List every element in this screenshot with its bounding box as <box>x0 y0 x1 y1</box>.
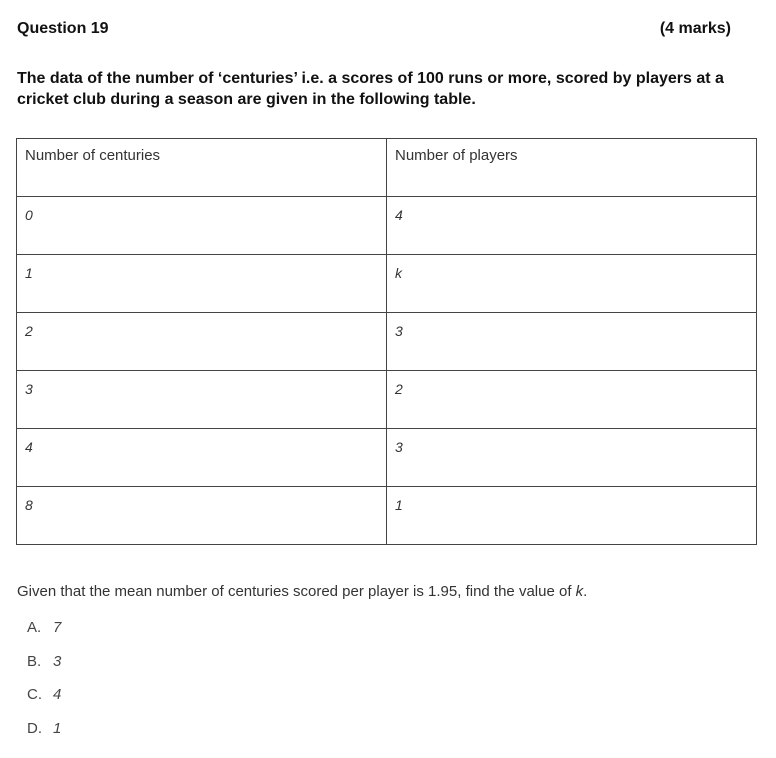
table-cell: 2 <box>17 313 387 371</box>
table-cell: k <box>387 255 757 313</box>
data-table <box>16 138 757 545</box>
prompt-end: . <box>583 583 588 600</box>
table-cell: 4 <box>387 197 757 255</box>
option-letter: B. <box>27 652 42 670</box>
column-header-players: Number of players <box>387 139 757 197</box>
option-value: 4 <box>53 686 62 703</box>
option-c[interactable] <box>27 686 61 720</box>
option-letter: A. <box>27 619 42 636</box>
table-row <box>17 197 757 255</box>
column-header-centuries: Number of centuries <box>17 139 387 197</box>
option-letter: C. <box>27 686 42 703</box>
option-value: 7 <box>53 619 62 636</box>
table-row <box>17 487 757 545</box>
table-cell: 3 <box>387 429 757 487</box>
table-cell: 2 <box>387 371 757 429</box>
table-cell: 0 <box>17 197 387 255</box>
option-b[interactable] <box>27 653 61 687</box>
prompt-text: Given that the mean number of centuries scored per player is 1.95, find the value of <box>17 583 576 600</box>
table-cell: 1 <box>387 487 757 545</box>
option-letter: D. <box>27 719 42 737</box>
table-row <box>17 255 757 313</box>
option-a[interactable] <box>27 619 61 653</box>
question-header <box>17 20 731 38</box>
question-marks: (4 marks) <box>659 20 731 37</box>
option-value: 3 <box>53 652 62 670</box>
table-cell: 4 <box>17 429 387 487</box>
answer-options <box>27 619 61 753</box>
question-prompt <box>17 583 587 600</box>
table-row <box>17 429 757 487</box>
table-cell: 1 <box>17 255 387 313</box>
question-title: Question 19 <box>17 20 109 37</box>
table-header-row <box>17 139 757 197</box>
table-cell: 3 <box>17 371 387 429</box>
table-row <box>17 371 757 429</box>
question-stem: The data of the number of ‘centuries’ i.e. a scores of 100 runs or more, scored by players at a cricket club during a season are given in the following table. <box>17 70 724 108</box>
option-value: 1 <box>53 719 62 737</box>
table-cell: 8 <box>17 487 387 545</box>
table-row <box>17 313 757 371</box>
prompt-variable: k <box>575 583 584 600</box>
option-d[interactable] <box>27 720 61 754</box>
table-cell: 3 <box>387 313 757 371</box>
